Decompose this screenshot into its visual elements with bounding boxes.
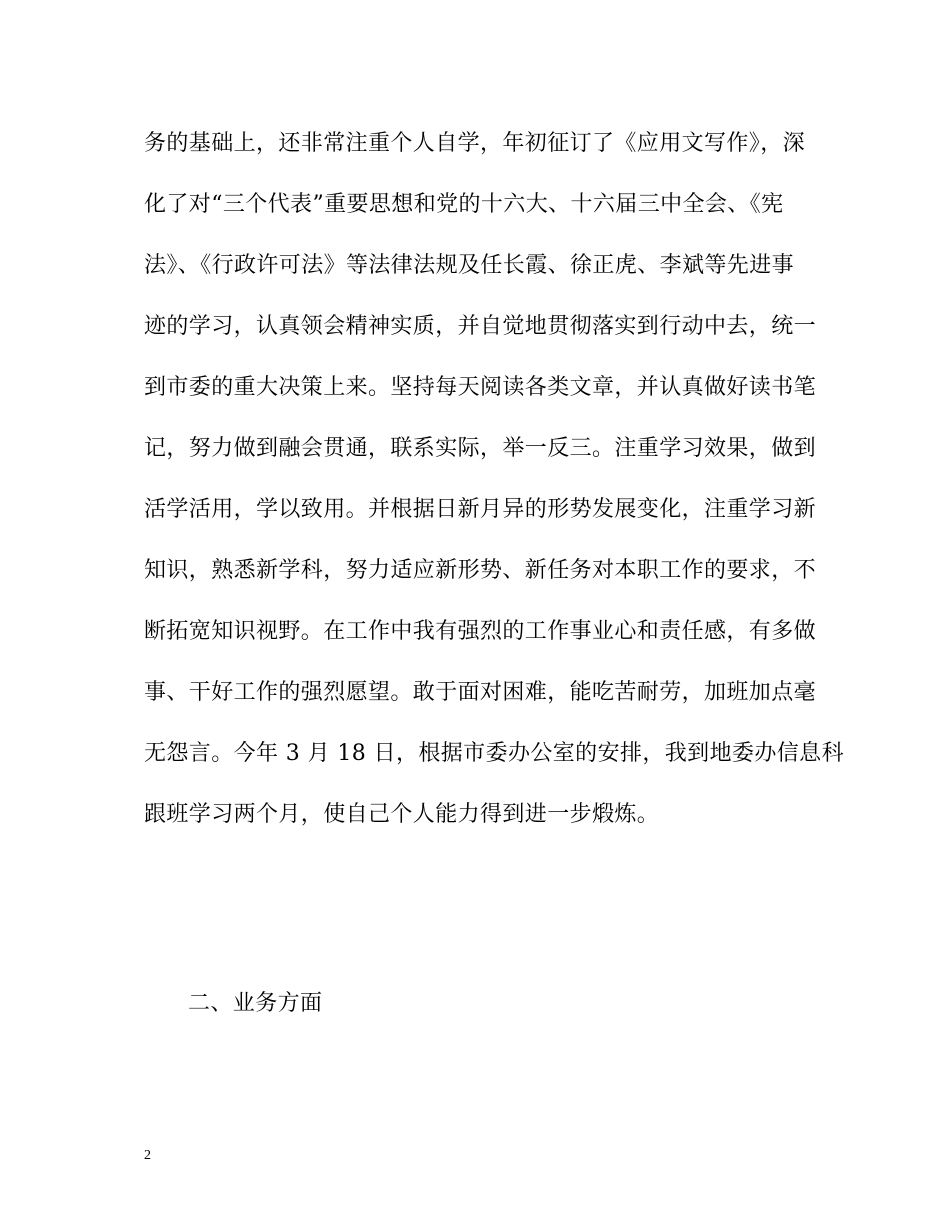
text-line: 事、干好工作的强烈愿望。敢于面对困难，能吃苦耐劳，加班加点毫	[144, 680, 817, 705]
text-line: 无怨言。今年 3 月 18 日，根据市委办公室的安排，我到地委办信息科	[144, 741, 844, 766]
text-line: 断拓宽知识视野。在工作中我有强烈的工作事业心和责任感，有多做	[144, 619, 817, 644]
section-heading: 二、业务方面	[188, 991, 323, 1016]
text-line: 活学活用，学以致用。并根据日新月异的形势发展变化，注重学习新	[144, 497, 817, 522]
text-line: 跟班学习两个月，使自己个人能力得到进一步煅炼。	[144, 802, 660, 827]
text-line: 知识，熟悉新学科，努力适应新形势、新任务对本职工作的要求，不	[144, 558, 817, 583]
text-line: 化了对“三个代表”重要思想和党的十六大、十六届三中全会、《宪	[144, 192, 784, 217]
text-line: 迹的学习，认真领会精神实质，并自觉地贯彻落实到行动中去，统一	[144, 314, 817, 339]
text-line: 记，努力做到融会贯通，联系实际，举一反三。注重学习效果，做到	[144, 436, 817, 461]
text-line: 法》、《行政许可法》等法律法规及任长霞、徐正虎、李斌等先进事	[144, 253, 795, 278]
page-number: 2	[144, 1148, 151, 1163]
body-paragraph	[144, 122, 844, 854]
text-line: 务的基础上，还非常注重个人自学，年初征订了《应用文写作》，深	[144, 131, 806, 156]
text-line: 到市委的重大决策上来。坚持每天阅读各类文章，并认真做好读书笔	[144, 375, 817, 400]
